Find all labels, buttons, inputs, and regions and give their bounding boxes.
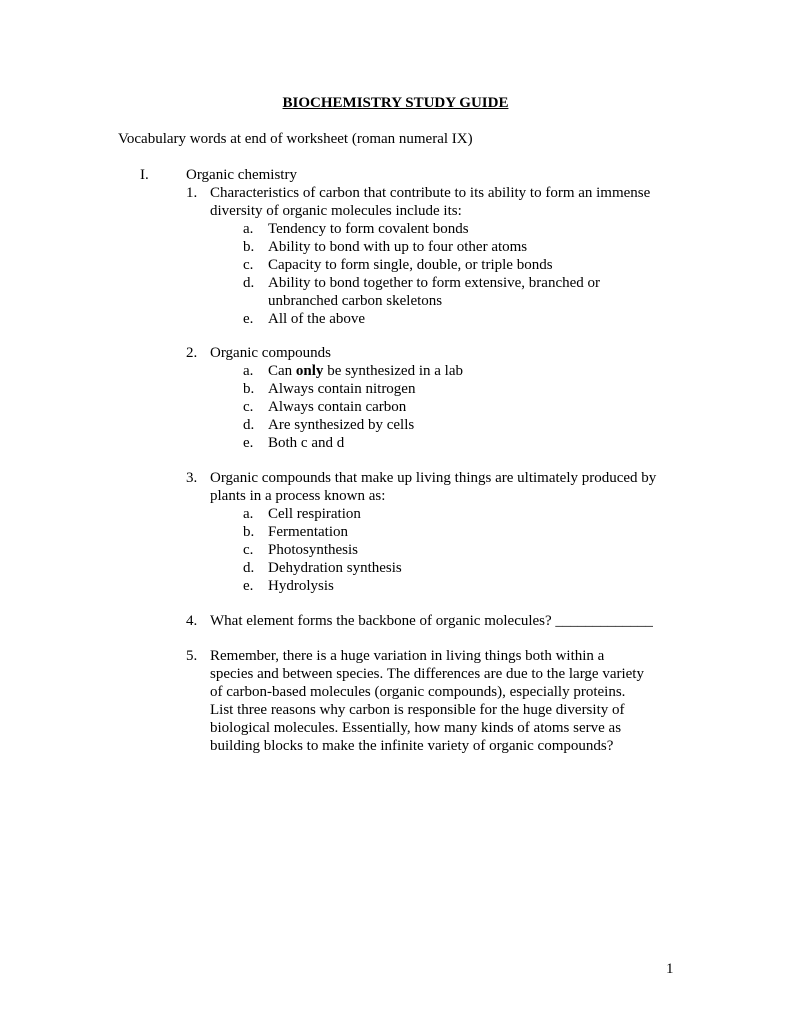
option-text: Hydrolysis: [268, 578, 334, 594]
option-item: [243, 380, 678, 398]
option-letter: b.: [243, 524, 255, 540]
option-item: [243, 577, 678, 595]
option-letter: d.: [243, 275, 255, 291]
option-letter: a.: [243, 221, 254, 237]
option-item: [243, 220, 678, 238]
option-text: Always contain nitrogen: [268, 381, 416, 397]
option-letter: e.: [243, 311, 254, 327]
option-text-post: be synthesized in a lab: [323, 363, 463, 379]
question-5: [186, 647, 678, 755]
option-item: [243, 541, 678, 559]
option-letter: c.: [243, 542, 254, 558]
question-number: 1.: [186, 185, 198, 201]
option-list: [243, 362, 678, 452]
option-text: Cell respiration: [268, 506, 361, 522]
option-list: [243, 505, 678, 595]
question-number: 4.: [186, 613, 198, 629]
option-item: [243, 416, 678, 434]
option-item: [243, 362, 678, 380]
question-text: Characteristics of carbon that contribute to its ability to form an immense diversity of organic molecules include its:: [210, 185, 651, 219]
question-number: 2.: [186, 345, 198, 361]
question-number: 3.: [186, 470, 198, 486]
option-text: Ability to bond with up to four other atoms: [268, 239, 528, 255]
option-letter: e.: [243, 578, 254, 594]
option-letter: a.: [243, 363, 254, 379]
option-letter: c.: [243, 257, 254, 273]
option-text: Tendency to form covalent bonds: [268, 221, 469, 237]
question-text: Organic compounds that make up living things are ultimately produced by plants in a process known as:: [210, 470, 657, 504]
option-letter: d.: [243, 417, 255, 433]
option-text: Fermentation: [268, 524, 348, 540]
question-text: Remember, there is a huge variation in living things both within a species and between species. The differences are due to the large variety of carbon-based molecules (organic compounds), especially proteins. List three reasons why carbon is responsible for the huge diversity of biological molecules. Essentially, how many kinds of atoms serve as building blocks to make the infinite variety of organic compounds?: [210, 648, 644, 754]
document-title: BIOCHEMISTRY STUDY GUIDE: [282, 95, 509, 111]
option-emphasis: only: [295, 363, 324, 379]
option-text: Dehydration synthesis: [268, 560, 402, 576]
question-2: [186, 344, 678, 452]
option-text: Are synthesized by cells: [268, 417, 415, 433]
option-text: All of the above: [268, 311, 366, 327]
option-item: [243, 523, 678, 541]
option-letter: e.: [243, 435, 254, 451]
option-text: Always contain carbon: [268, 399, 407, 415]
option-letter: b.: [243, 381, 255, 397]
option-item: [243, 274, 678, 310]
option-item: [243, 398, 678, 416]
question-1: [186, 184, 678, 328]
option-list: [243, 220, 678, 328]
option-text: Photosynthesis: [268, 542, 359, 558]
section-numeral: I.: [140, 167, 149, 183]
option-item: [243, 310, 678, 328]
question-text: What element forms the backbone of organic molecules? _____________: [210, 613, 653, 629]
vocabulary-note: Vocabulary words at end of worksheet (roman numeral IX): [118, 131, 473, 147]
option-text: Both c and d: [268, 435, 345, 451]
option-letter: b.: [243, 239, 255, 255]
option-text: Ability to bond together to form extensive, branched or unbranched carbon skeletons: [268, 275, 600, 309]
option-letter: a.: [243, 506, 254, 522]
option-letter: c.: [243, 399, 254, 415]
option-text-pre: Can: [268, 363, 296, 379]
page-number: 1: [666, 961, 674, 977]
option-text: Capacity to form single, double, or triple bonds: [268, 257, 553, 273]
option-item: [243, 256, 678, 274]
question-text: Organic compounds: [210, 345, 331, 361]
option-item: [243, 238, 678, 256]
option-item: [243, 559, 678, 577]
option-letter: d.: [243, 560, 255, 576]
question-number: 5.: [186, 648, 198, 664]
option-item: [243, 505, 678, 523]
question-4: [186, 612, 678, 630]
option-item: [243, 434, 678, 452]
section-title: Organic chemistry: [186, 167, 297, 183]
question-3: [186, 469, 678, 595]
